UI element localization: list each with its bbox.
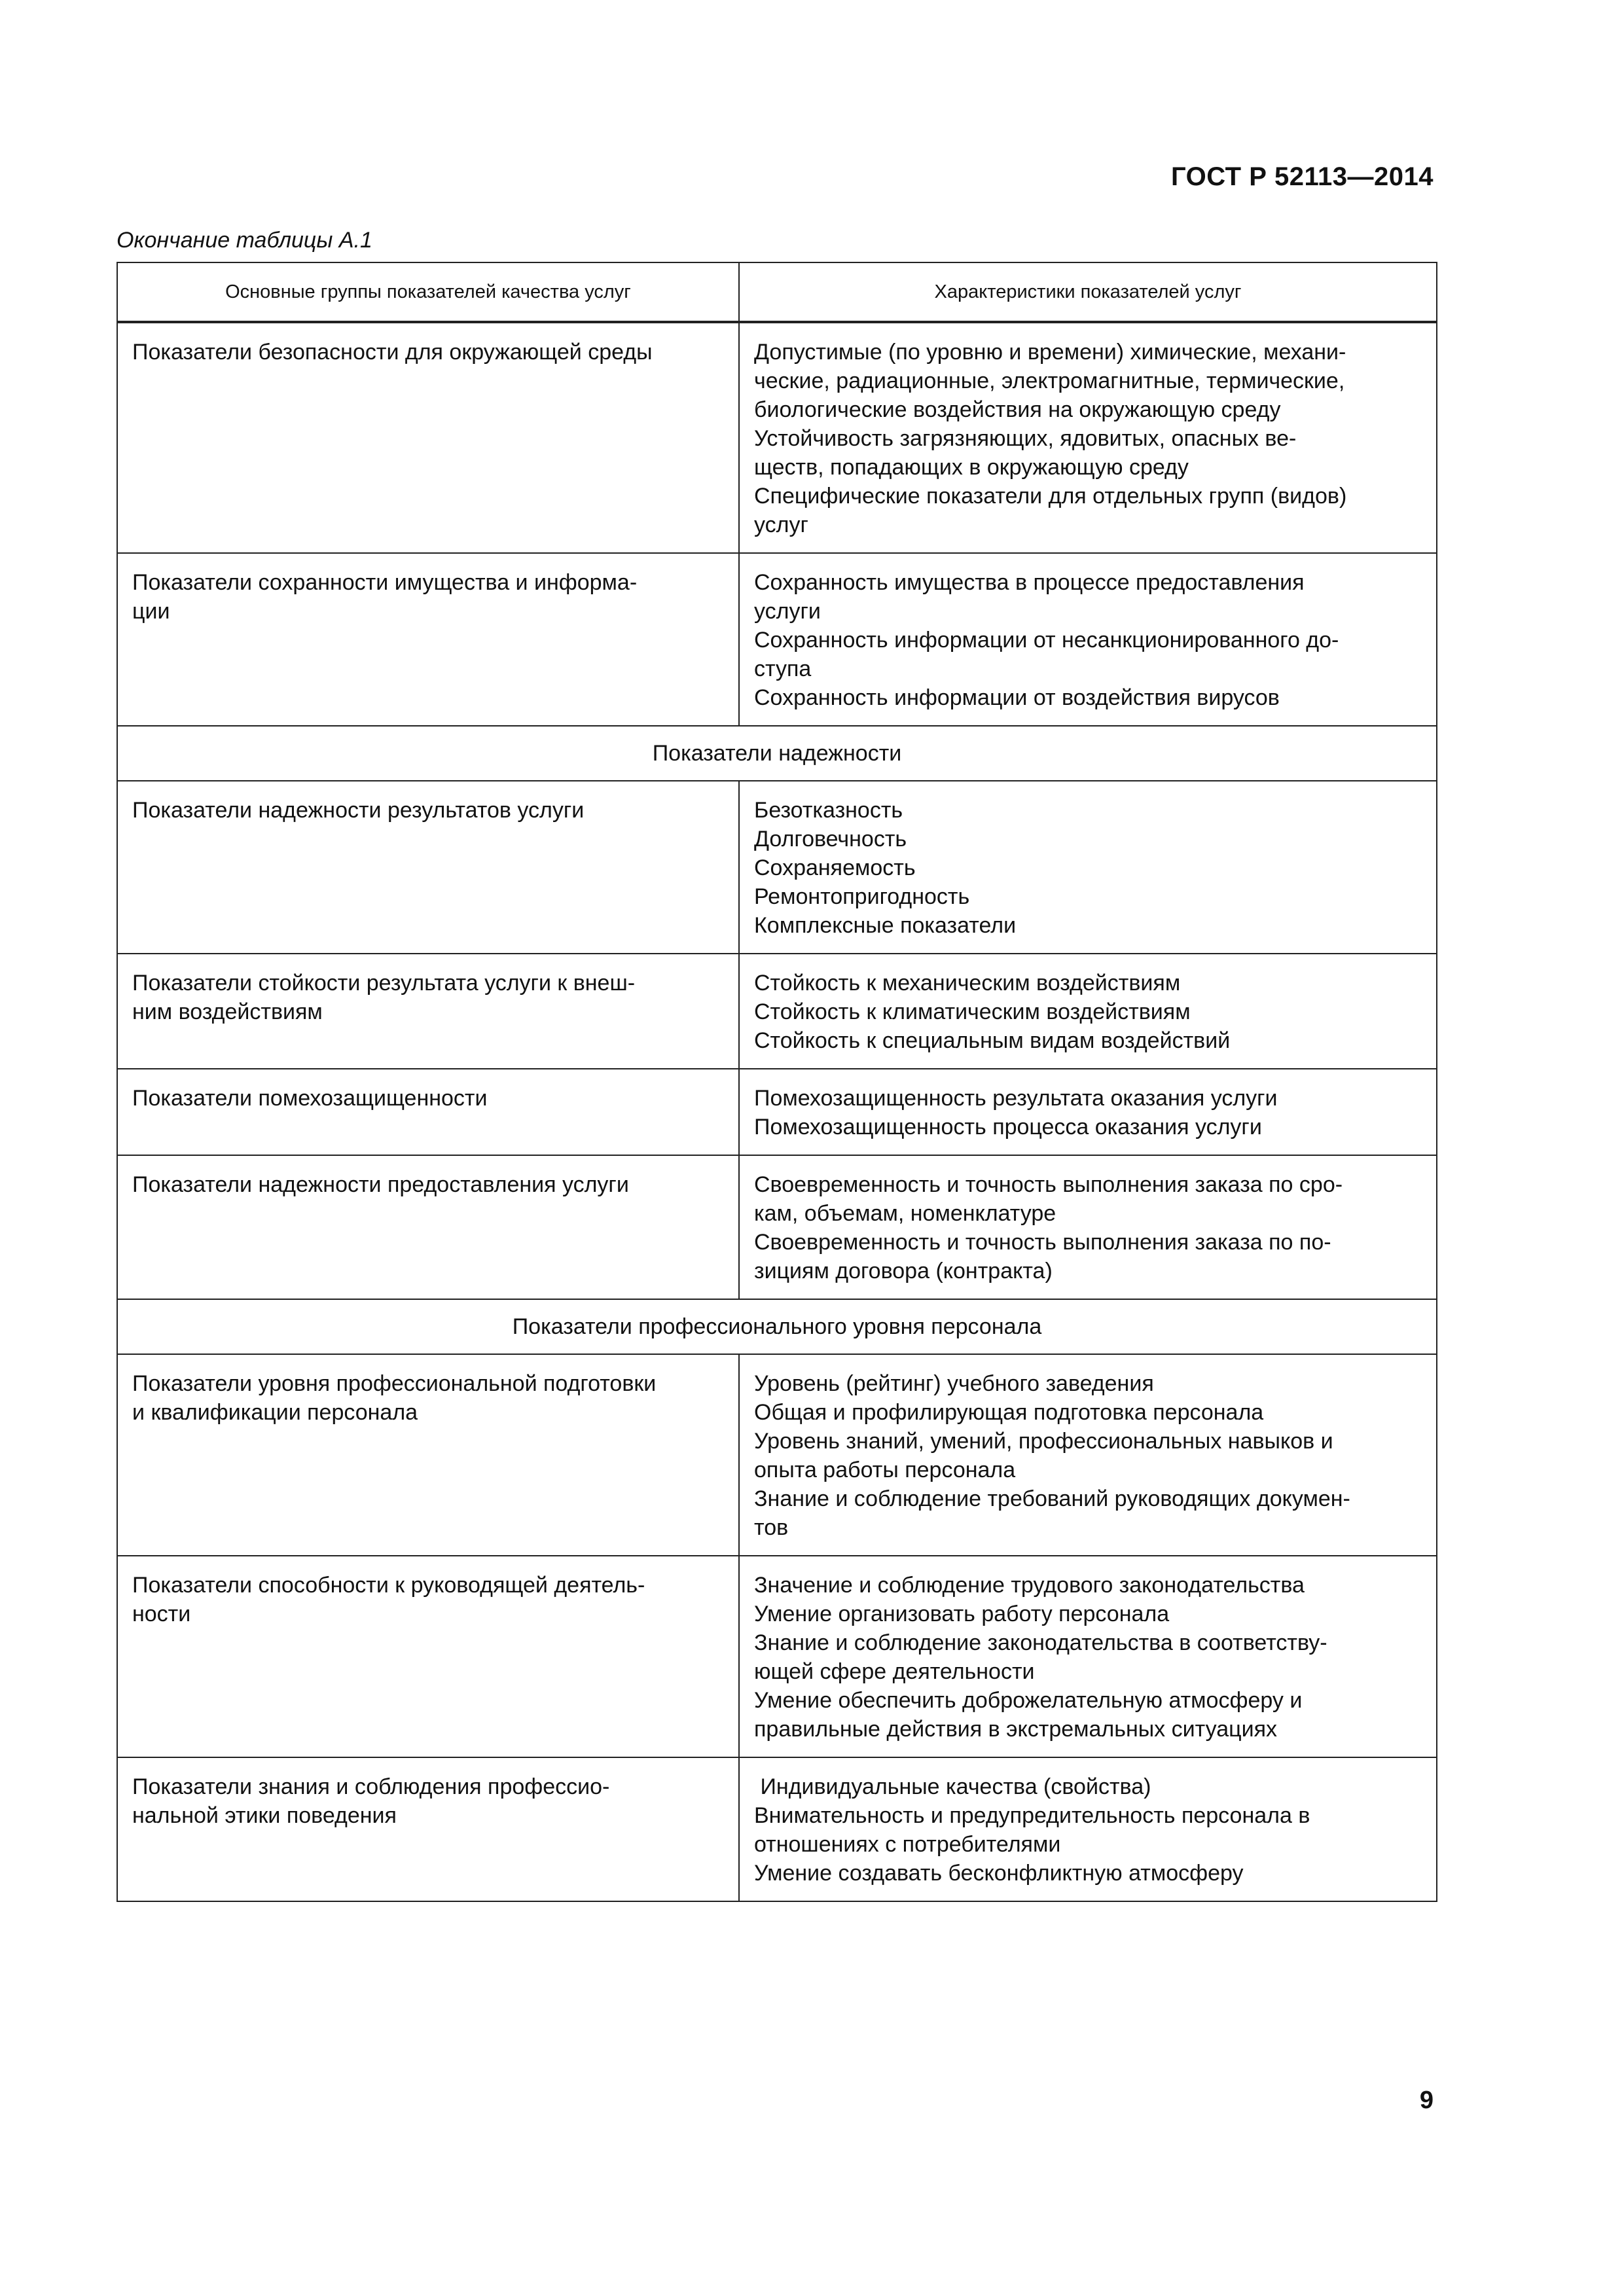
characteristic-line: Ремонтопригодность [754, 884, 970, 909]
indicator-group-text: Показатели стойкости результата услуги к внеш- [132, 971, 636, 996]
characteristic-line: Специфические показатели для отдельных групп (видов) [754, 484, 1347, 509]
characteristic-line: услуги [754, 599, 821, 624]
characteristic-line: ществ, попадающих в окружающую среду [754, 455, 1189, 480]
table-row [117, 553, 1437, 726]
indicator-group-text: Показатели сохранности имущества и информа- [132, 570, 638, 595]
characteristics-cell [739, 1155, 1437, 1299]
characteristic-line: правильные действия в экстремальных ситуациях [754, 1717, 1277, 1742]
section-row-reliability [117, 726, 1437, 781]
characteristic-line: Сохранность информации от несанкционированного до- [754, 628, 1339, 653]
characteristic-line: Помехозащищенность процесса оказания услуги [754, 1115, 1262, 1139]
indicator-group-text: нальной этики поведения [132, 1803, 397, 1828]
characteristic-line: Допустимые (по уровню и времени) химические, механи- [754, 340, 1346, 365]
indicator-group-text: ности [132, 1602, 191, 1626]
characteristics-cell [739, 781, 1437, 954]
characteristics-cell [739, 1757, 1437, 1901]
characteristic-line: тов [754, 1515, 789, 1540]
characteristic-line: Умение обеспечить доброжелательную атмосферу и [754, 1688, 1303, 1713]
indicator-group-text: Показатели уровня профессиональной подготовки [132, 1371, 657, 1396]
characteristic-line: ступа [754, 656, 812, 681]
characteristic-line: Внимательность и предупредительность персонала в [754, 1803, 1310, 1828]
characteristic-line: Знание и соблюдение законодательства в соответству- [754, 1630, 1327, 1655]
indicator-group-cell [117, 322, 739, 553]
characteristic-line: Уровень знаний, умений, профессиональных навыков и [754, 1429, 1333, 1454]
indicator-group-cell [117, 1556, 739, 1757]
characteristic-line: ющей сфере деятельности [754, 1659, 1035, 1684]
characteristic-line: Безотказность [754, 798, 903, 823]
indicator-group-text: ции [132, 599, 170, 624]
characteristics-cell [739, 1069, 1437, 1155]
characteristic-line: Индивидуальные качества (свойства) [754, 1774, 1151, 1799]
indicator-group-text: Показатели способности к руководящей деятель- [132, 1573, 645, 1598]
indicator-group-cell [117, 954, 739, 1069]
characteristic-line: Помехозащищенность результата оказания услуги [754, 1086, 1278, 1111]
section-row-personnel [117, 1299, 1437, 1354]
table-row [117, 1556, 1437, 1757]
indicator-group-cell [117, 1354, 739, 1556]
characteristic-line: Своевременность и точность выполнения заказа по по- [754, 1230, 1331, 1255]
characteristics-cell [739, 954, 1437, 1069]
indicator-group-cell [117, 1757, 739, 1901]
characteristic-line: Знание и соблюдение требований руководящих докумен- [754, 1486, 1350, 1511]
indicator-group-text: Показатели помехозащищенности [132, 1086, 488, 1111]
document-code: ГОСТ Р 52113—2014 [1171, 162, 1434, 191]
characteristic-line: Сохранность имущества в процессе предоставления [754, 570, 1305, 595]
table-row [117, 954, 1437, 1069]
table-row [117, 1069, 1437, 1155]
characteristics-cell [739, 1556, 1437, 1757]
characteristics-cell [739, 553, 1437, 726]
indicator-group-cell [117, 1155, 739, 1299]
characteristic-line: Сохранность информации от воздействия вирусов [754, 685, 1280, 710]
column-header-characteristics: Характеристики показателей услуг [739, 262, 1437, 322]
characteristic-line: Умение создавать бесконфликтную атмосферу [754, 1861, 1244, 1886]
page-number: 9 [1419, 2087, 1434, 2114]
characteristic-line: Уровень (рейтинг) учебного заведения [754, 1371, 1154, 1396]
table-row [117, 1757, 1437, 1901]
characteristic-line: Общая и профилирующая подготовка персонала [754, 1400, 1264, 1425]
characteristic-line: Стойкость к климатическим воздействиям [754, 999, 1191, 1024]
table-row [117, 1354, 1437, 1556]
indicator-group-cell [117, 1069, 739, 1155]
characteristic-line: зициям договора (контракта) [754, 1259, 1053, 1283]
indicator-group-text: Показатели надежности результатов услуги [132, 798, 585, 823]
characteristic-line: отношениях с потребителями [754, 1832, 1061, 1857]
table-row [117, 322, 1437, 553]
characteristic-line: Долговечность [754, 827, 907, 852]
characteristic-line: Стойкость к специальным видам воздействий [754, 1028, 1231, 1053]
table-body [117, 322, 1437, 1901]
indicator-group-cell [117, 781, 739, 954]
characteristic-line: Умение организовать работу персонала [754, 1602, 1170, 1626]
characteristics-cell [739, 1354, 1437, 1556]
characteristic-line: Значение и соблюдение трудового законодательства [754, 1573, 1305, 1598]
characteristic-line: биологические воздействия на окружающую среду [754, 397, 1281, 422]
indicator-group-text: Показатели безопасности для окружающей среды [132, 340, 653, 365]
table-header-row [117, 262, 1437, 322]
characteristic-line: Сохраняемость [754, 855, 916, 880]
characteristic-line: опыта работы персонала [754, 1458, 1016, 1482]
table-caption: Окончание таблицы А.1 [117, 228, 372, 253]
characteristic-line: Стойкость к механическим воздействиям [754, 971, 1181, 996]
indicator-group-text: Показатели знания и соблюдения профессио- [132, 1774, 610, 1799]
characteristics-cell [739, 322, 1437, 553]
characteristic-line: кам, объемам, номенклатуре [754, 1201, 1056, 1226]
characteristic-line: ческие, радиационные, электромагнитные, термические, [754, 368, 1345, 393]
characteristic-line: Устойчивость загрязняющих, ядовитых, опасных ве- [754, 426, 1297, 451]
column-header-groups: Основные группы показателей качества услуг [117, 262, 739, 322]
characteristic-line: Комплексные показатели [754, 913, 1017, 938]
characteristic-line: Своевременность и точность выполнения заказа по сро- [754, 1172, 1343, 1197]
quality-indicators-table [117, 262, 1437, 1902]
indicator-group-text: Показатели надежности предоставления услуги [132, 1172, 629, 1197]
indicator-group-text: ним воздействиям [132, 999, 323, 1024]
indicator-group-cell [117, 553, 739, 726]
section-heading: Показатели надежности [117, 726, 1437, 781]
characteristic-line: услуг [754, 512, 808, 537]
indicator-group-text: и квалификации персонала [132, 1400, 418, 1425]
section-heading: Показатели профессионального уровня персонала [117, 1299, 1437, 1354]
table-row [117, 781, 1437, 954]
table-row [117, 1155, 1437, 1299]
